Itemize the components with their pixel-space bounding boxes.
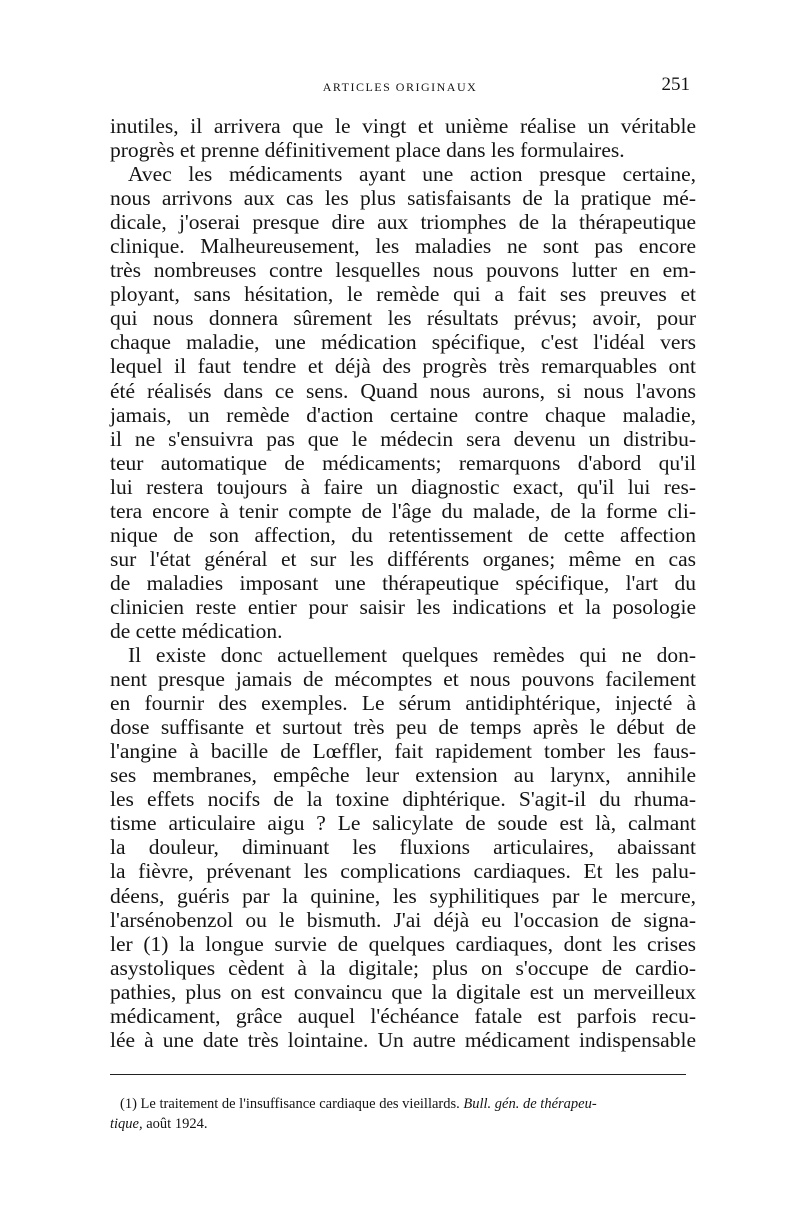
text-line: en fournir des exemples. Le sérum antidiphtérique, injecté à bbox=[110, 691, 696, 716]
text-line: dose suffisante et surtout très peu de temps après le début de bbox=[110, 715, 696, 740]
text-line: pathies, plus on est convaincu que la digitale est un merveilleux bbox=[110, 979, 696, 1004]
footnote bbox=[110, 1094, 696, 1134]
text-line: la douleur, diminuant les fluxions articulaires, abaissant bbox=[110, 835, 696, 860]
text-line: jamais, un remède d'action certaine contre chaque maladie, bbox=[110, 402, 696, 427]
text-line: de cette médication. bbox=[110, 618, 283, 643]
footnote-line bbox=[110, 1094, 696, 1114]
text-line: déens, guéris par la quinine, les syphilitiques par le mercure, bbox=[110, 883, 696, 908]
text-line: la fièvre, prévenant les complications cardiaques. Et les palu- bbox=[110, 859, 696, 884]
text-line: Avec les médicaments ayant une action presque certaine, bbox=[128, 162, 696, 187]
text-line: ses membranes, empêche leur extension au larynx, annihile bbox=[110, 763, 696, 788]
text-line: tisme articulaire aigu ? Le salicylate de soude est là, calmant bbox=[110, 811, 696, 836]
text-line: lée à une date très lointaine. Un autre médicament indispensable bbox=[110, 1027, 696, 1052]
footnote-line bbox=[110, 1114, 696, 1134]
body-text bbox=[110, 114, 696, 1052]
text-line: nent presque jamais de mécomptes et nous pouvons facilement bbox=[110, 667, 696, 692]
running-head bbox=[110, 74, 690, 100]
text-line: très nombreuses contre lesquelles nous pouvons lutter en em- bbox=[110, 258, 696, 283]
text-line: asystoliques cèdent à la digitale; plus on s'occupe de cardio- bbox=[110, 955, 696, 980]
text-line: lui restera toujours à faire un diagnostic exact, qu'il lui res- bbox=[110, 474, 696, 499]
text-line: clinique. Malheureusement, les maladies ne sont pas encore bbox=[110, 234, 696, 259]
text-line: clinicien reste entier pour saisir les indications et la posologie bbox=[110, 594, 696, 619]
running-title: ARTICLES ORIGINAUX bbox=[322, 80, 478, 94]
text-line: l'angine à bacille de Lœffler, fait rapidement tomber les faus- bbox=[110, 739, 696, 764]
text-line: ployant, sans hésitation, le remède qui a fait ses preuves et bbox=[110, 282, 696, 307]
footnote-source-cont: tique, bbox=[110, 1116, 143, 1132]
text-line: médicament, grâce auquel l'échéance fatale est parfois recu- bbox=[110, 1003, 696, 1028]
paragraph-continued bbox=[110, 114, 696, 162]
text-line: nique de son affection, du retentissement de cette affection bbox=[110, 522, 696, 547]
text-line: les effets nocifs de la toxine diphtérique. S'agit-il du rhuma- bbox=[110, 787, 696, 812]
text-line: tera encore à tenir compte de l'âge du malade, de la forme cli- bbox=[110, 498, 696, 523]
footnote-source: Bull. gén. de thérapeu- bbox=[463, 1096, 597, 1112]
text-line: ler (1) la longue survie de quelques cardiaques, dont les crises bbox=[110, 931, 696, 956]
text-line: nous arrivons aux cas les plus satisfaisants de la pratique mé- bbox=[110, 186, 696, 211]
text-line: dicale, j'oserai presque dire aux triomphes de la thérapeutique bbox=[110, 210, 696, 235]
page-number: 251 bbox=[661, 74, 690, 95]
text-line: inutiles, il arrivera que le vingt et unième réalise un véritable bbox=[110, 114, 696, 138]
text-line: chaque maladie, une médication spécifique, c'est l'idéal vers bbox=[110, 330, 696, 355]
text-line: il ne s'ensuivra pas que le médecin sera devenu un distribu- bbox=[110, 426, 696, 451]
paragraph bbox=[110, 643, 696, 1052]
text-line: sur l'état général et sur les différents organes; même en cas bbox=[110, 546, 696, 571]
footnote-title: Le traitement de l'insuffisance cardiaque des vieillards. bbox=[140, 1096, 460, 1112]
text-line: teur automatique de médicaments; remarquons d'abord qu'il bbox=[110, 450, 696, 475]
text-line: progrès et prenne définitivement place dans les formulaires. bbox=[110, 138, 625, 163]
text-line: de maladies imposant une thérapeutique spécifique, l'art du bbox=[110, 570, 696, 595]
text-line: l'arsénobenzol ou le bismuth. J'ai déjà eu l'occasion de signa- bbox=[110, 907, 696, 932]
footnote-divider bbox=[110, 1074, 686, 1075]
footnote-date: août 1924. bbox=[146, 1116, 208, 1132]
footnote-marker: (1) bbox=[120, 1096, 137, 1112]
text-line: qui nous donnera sûrement les résultats prévus; avoir, pour bbox=[110, 306, 696, 331]
paragraph bbox=[110, 162, 696, 643]
text-line: Il existe donc actuellement quelques remèdes qui ne don- bbox=[128, 643, 696, 668]
text-line: été réalisés dans ce sens. Quand nous aurons, si nous l'avons bbox=[110, 378, 696, 403]
text-line: lequel il faut tendre et déjà des progrès très remarquables ont bbox=[110, 354, 696, 379]
